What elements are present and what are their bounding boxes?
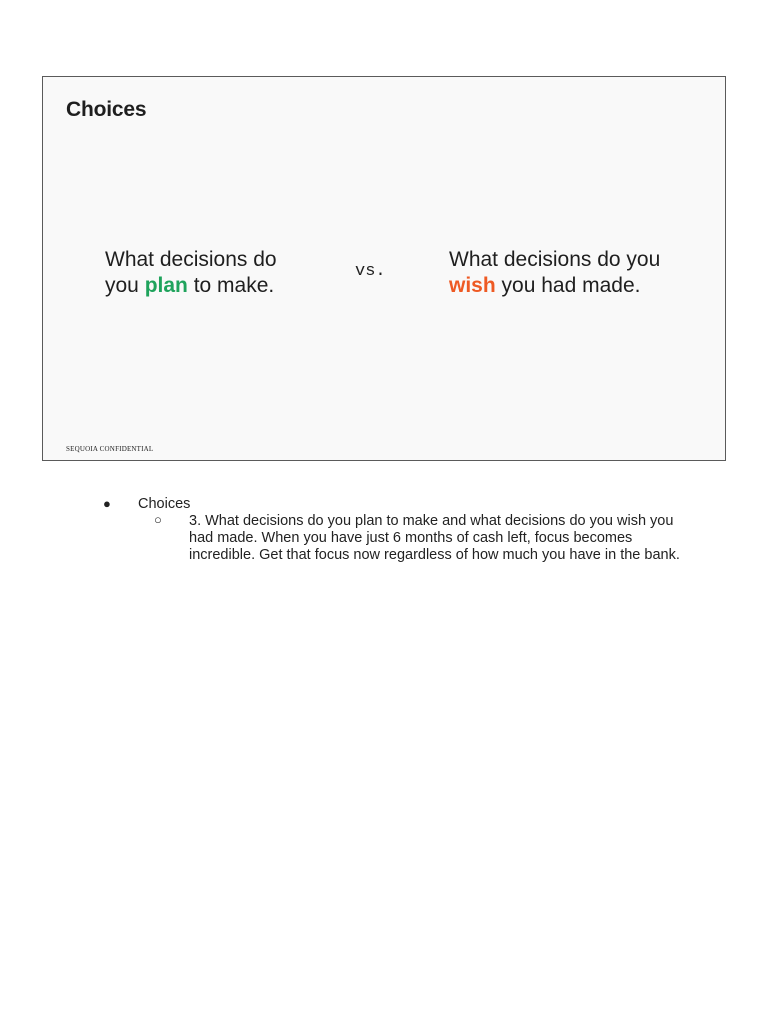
plan-question <box>105 247 315 299</box>
slide-title: Choices <box>66 98 147 121</box>
plan-keyword: plan <box>144 274 188 297</box>
bullet-icon: ● <box>103 496 111 511</box>
confidential-footer: SEQUOIA CONFIDENTIAL <box>66 445 154 453</box>
sub-bullet-icon: ○ <box>154 512 162 527</box>
plan-question-line1: What decisions do <box>105 248 277 271</box>
notes-subitem: 3. What decisions do you plan to make and what decisions do you wish you had made. When you have just 6 months of cash left, focus becomes incredible. Get that focus now regardless of how much you have in the bank. <box>189 513 680 563</box>
wish-question-line1: What decisions do you <box>449 248 661 271</box>
wish-question-suffix: you had made. <box>495 274 641 297</box>
wish-question <box>449 247 699 299</box>
versus-label: vs. <box>355 262 386 281</box>
plan-question-prefix: you <box>105 274 145 297</box>
wish-keyword: wish <box>449 274 496 297</box>
slide <box>42 76 726 461</box>
plan-question-suffix: to make. <box>187 274 275 297</box>
notes-item-choices: Choices <box>138 496 191 512</box>
